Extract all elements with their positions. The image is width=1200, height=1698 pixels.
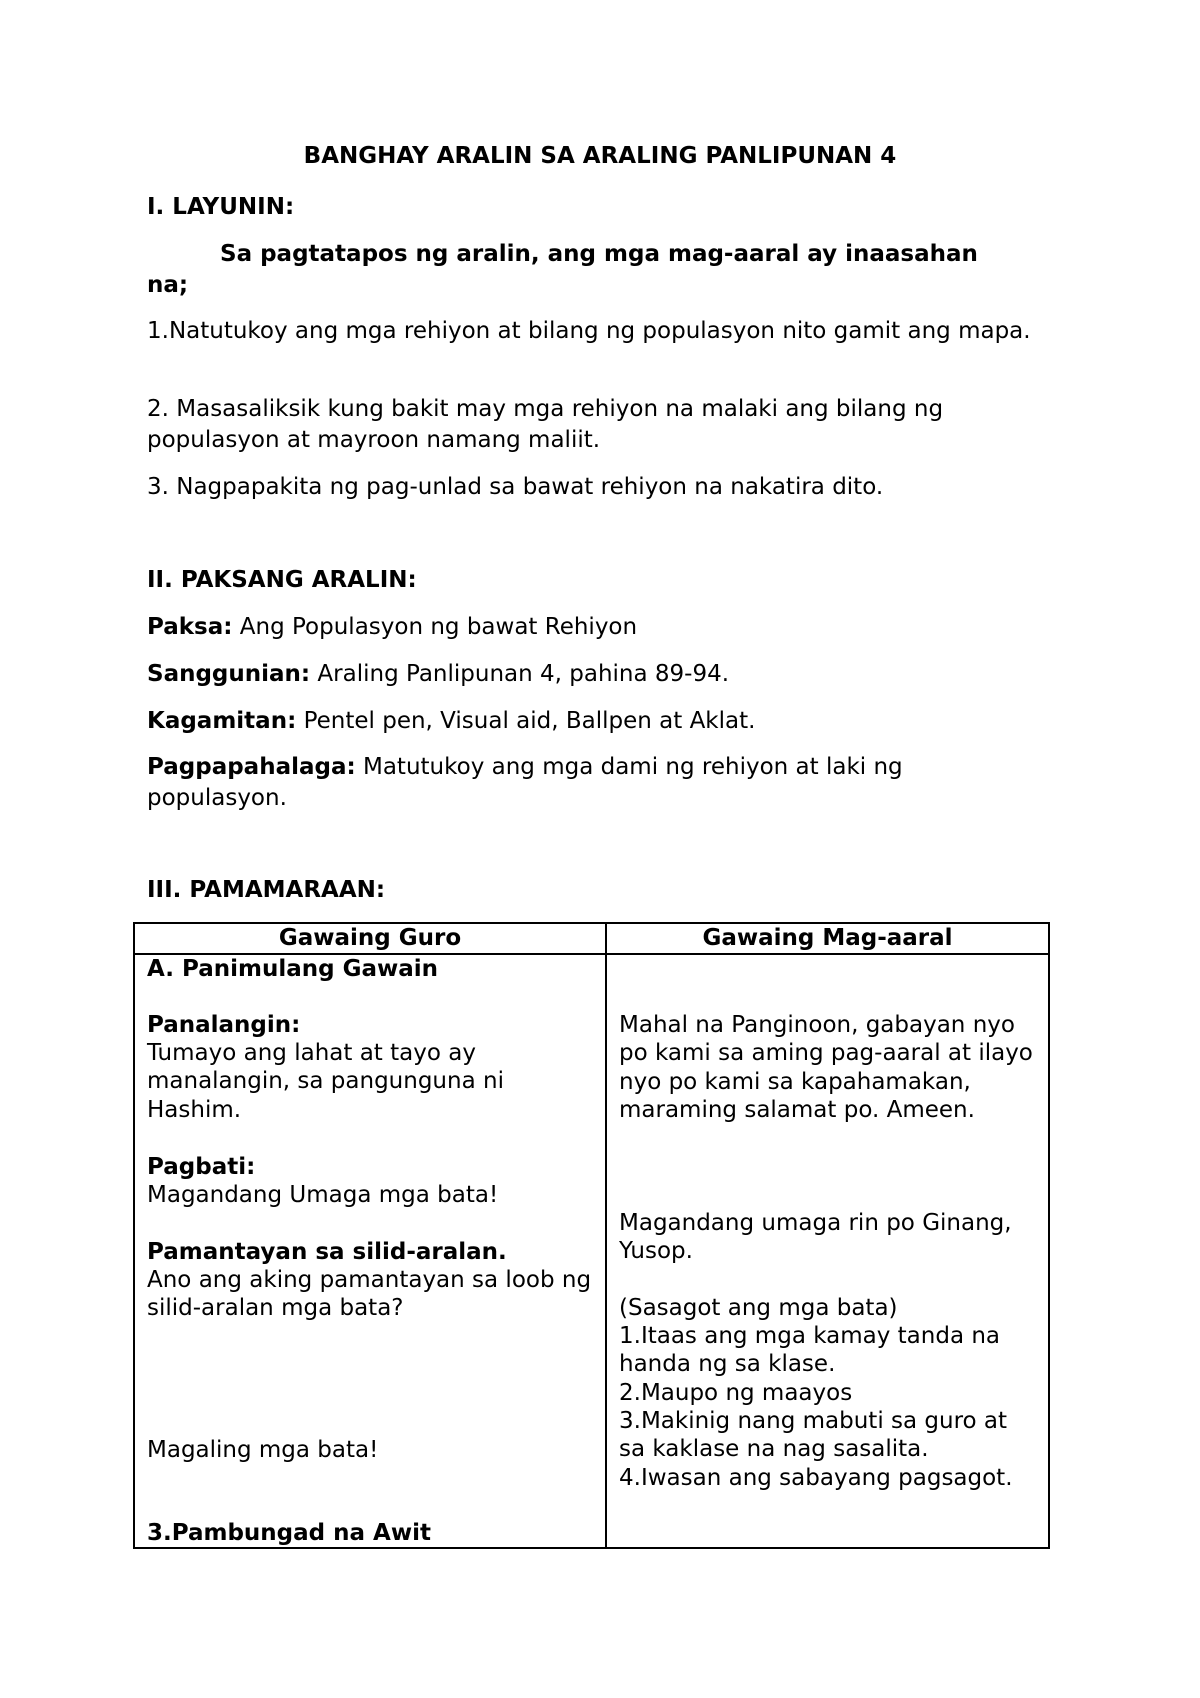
- paksa-value: Ang Populasyon ng bawat Rehiyon: [232, 614, 638, 640]
- pagbati-label: Pagbati:: [147, 1153, 256, 1180]
- section-a-label: A. Panimulang Gawain: [147, 955, 439, 982]
- paksa-line: [147, 612, 1047, 643]
- layunin-item-2: 2. Masasaliksik kung bakit may mga rehiyon na malaki ang bilang ng populasyon at mayroon namang maliit.: [147, 396, 944, 453]
- sanggunian-label: Sanggunian:: [147, 661, 311, 687]
- col-header-guro: Gawaing Guro: [134, 923, 606, 954]
- magaling-text: Magaling mga bata!: [147, 1436, 379, 1463]
- paksang-aralin-heading: II. PAKSANG ARALIN:: [147, 567, 417, 593]
- pagpapahalaga-label: Pagpapahalaga:: [147, 754, 356, 780]
- awit-label: 3.Pambungad na Awit: [147, 1519, 431, 1546]
- sasagot-text: (Sasagot ang mga bata): [619, 1294, 898, 1321]
- pamantayan-text: Ano ang aking pamantayan sa loob ng silid-aralan mga bata?: [147, 1266, 592, 1321]
- sanggunian-value: Araling Panlipunan 4, pahina 89-94.: [310, 661, 730, 687]
- panalangin-reply: Mahal na Panginoon, gabayan nyo po kami sa aming pag-aaral at ilayo nyo po kami sa kapahamakan, maraming salamat po. Ameen.: [619, 1011, 1033, 1123]
- sanggunian-line: [147, 659, 1047, 690]
- paksa-label: Paksa:: [147, 614, 233, 640]
- pamamaraan-heading: III. PAMAMARAAN:: [147, 877, 386, 903]
- pagbati-text: Magandang Umaga mga bata!: [147, 1181, 499, 1208]
- kagamitan-line: [147, 706, 1047, 737]
- rule-item-4: 4.Iwasan ang sabayang pagsagot.: [619, 1464, 1013, 1491]
- layunin-intro-cont: na;: [147, 272, 189, 298]
- table-row: [134, 954, 1049, 1548]
- panalangin-text: Tumayo ang lahat at tayo ay manalangin, sa pangunguna ni Hashim.: [147, 1039, 504, 1123]
- layunin-item-1: 1.Natutukoy ang mga rehiyon at bilang ng populasyon nito gamit ang mapa.: [147, 318, 1031, 344]
- document-title: BANGHAY ARALIN SA ARALING PANLIPUNAN 4: [303, 143, 897, 169]
- pamamaraan-table: [133, 922, 1050, 1549]
- kagamitan-value: Pentel pen, Visual aid, Ballpen at Aklat.: [296, 708, 756, 734]
- rule-item-2: 2.Maupo ng maayos: [619, 1379, 853, 1406]
- layunin-intro: Sa pagtatapos ng aralin, ang mga mag-aaral ay inaasahan: [220, 241, 978, 267]
- panalangin-label: Panalangin:: [147, 1011, 301, 1038]
- col-header-magaaral: Gawaing Mag-aaral: [606, 923, 1049, 954]
- guro-cell: [134, 954, 606, 1548]
- magaaral-cell: [606, 954, 1049, 1548]
- pamantayan-label: Pamantayan sa silid-aralan.: [147, 1238, 507, 1265]
- kagamitan-label: Kagamitan:: [147, 708, 297, 734]
- pagpapahalaga-value: Matutukoy ang mga dami ng rehiyon at laki ng populasyon.: [147, 754, 903, 811]
- rule-item-1: 1.Itaas ang mga kamay tanda na handa ng sa klase.: [619, 1322, 1001, 1377]
- pagpapahalaga-line: [147, 752, 967, 814]
- rule-item-3: 3.Makinig nang mabuti sa guro at sa kaklase na nag sasalita.: [619, 1407, 1008, 1462]
- pagbati-reply: Magandang umaga rin po Ginang, Yusop.: [619, 1209, 1012, 1264]
- layunin-heading: I. LAYUNIN:: [147, 194, 295, 220]
- layunin-item-3: 3. Nagpapakita ng pag-unlad sa bawat rehiyon na nakatira dito.: [147, 474, 884, 500]
- table-header-row: [134, 923, 1049, 954]
